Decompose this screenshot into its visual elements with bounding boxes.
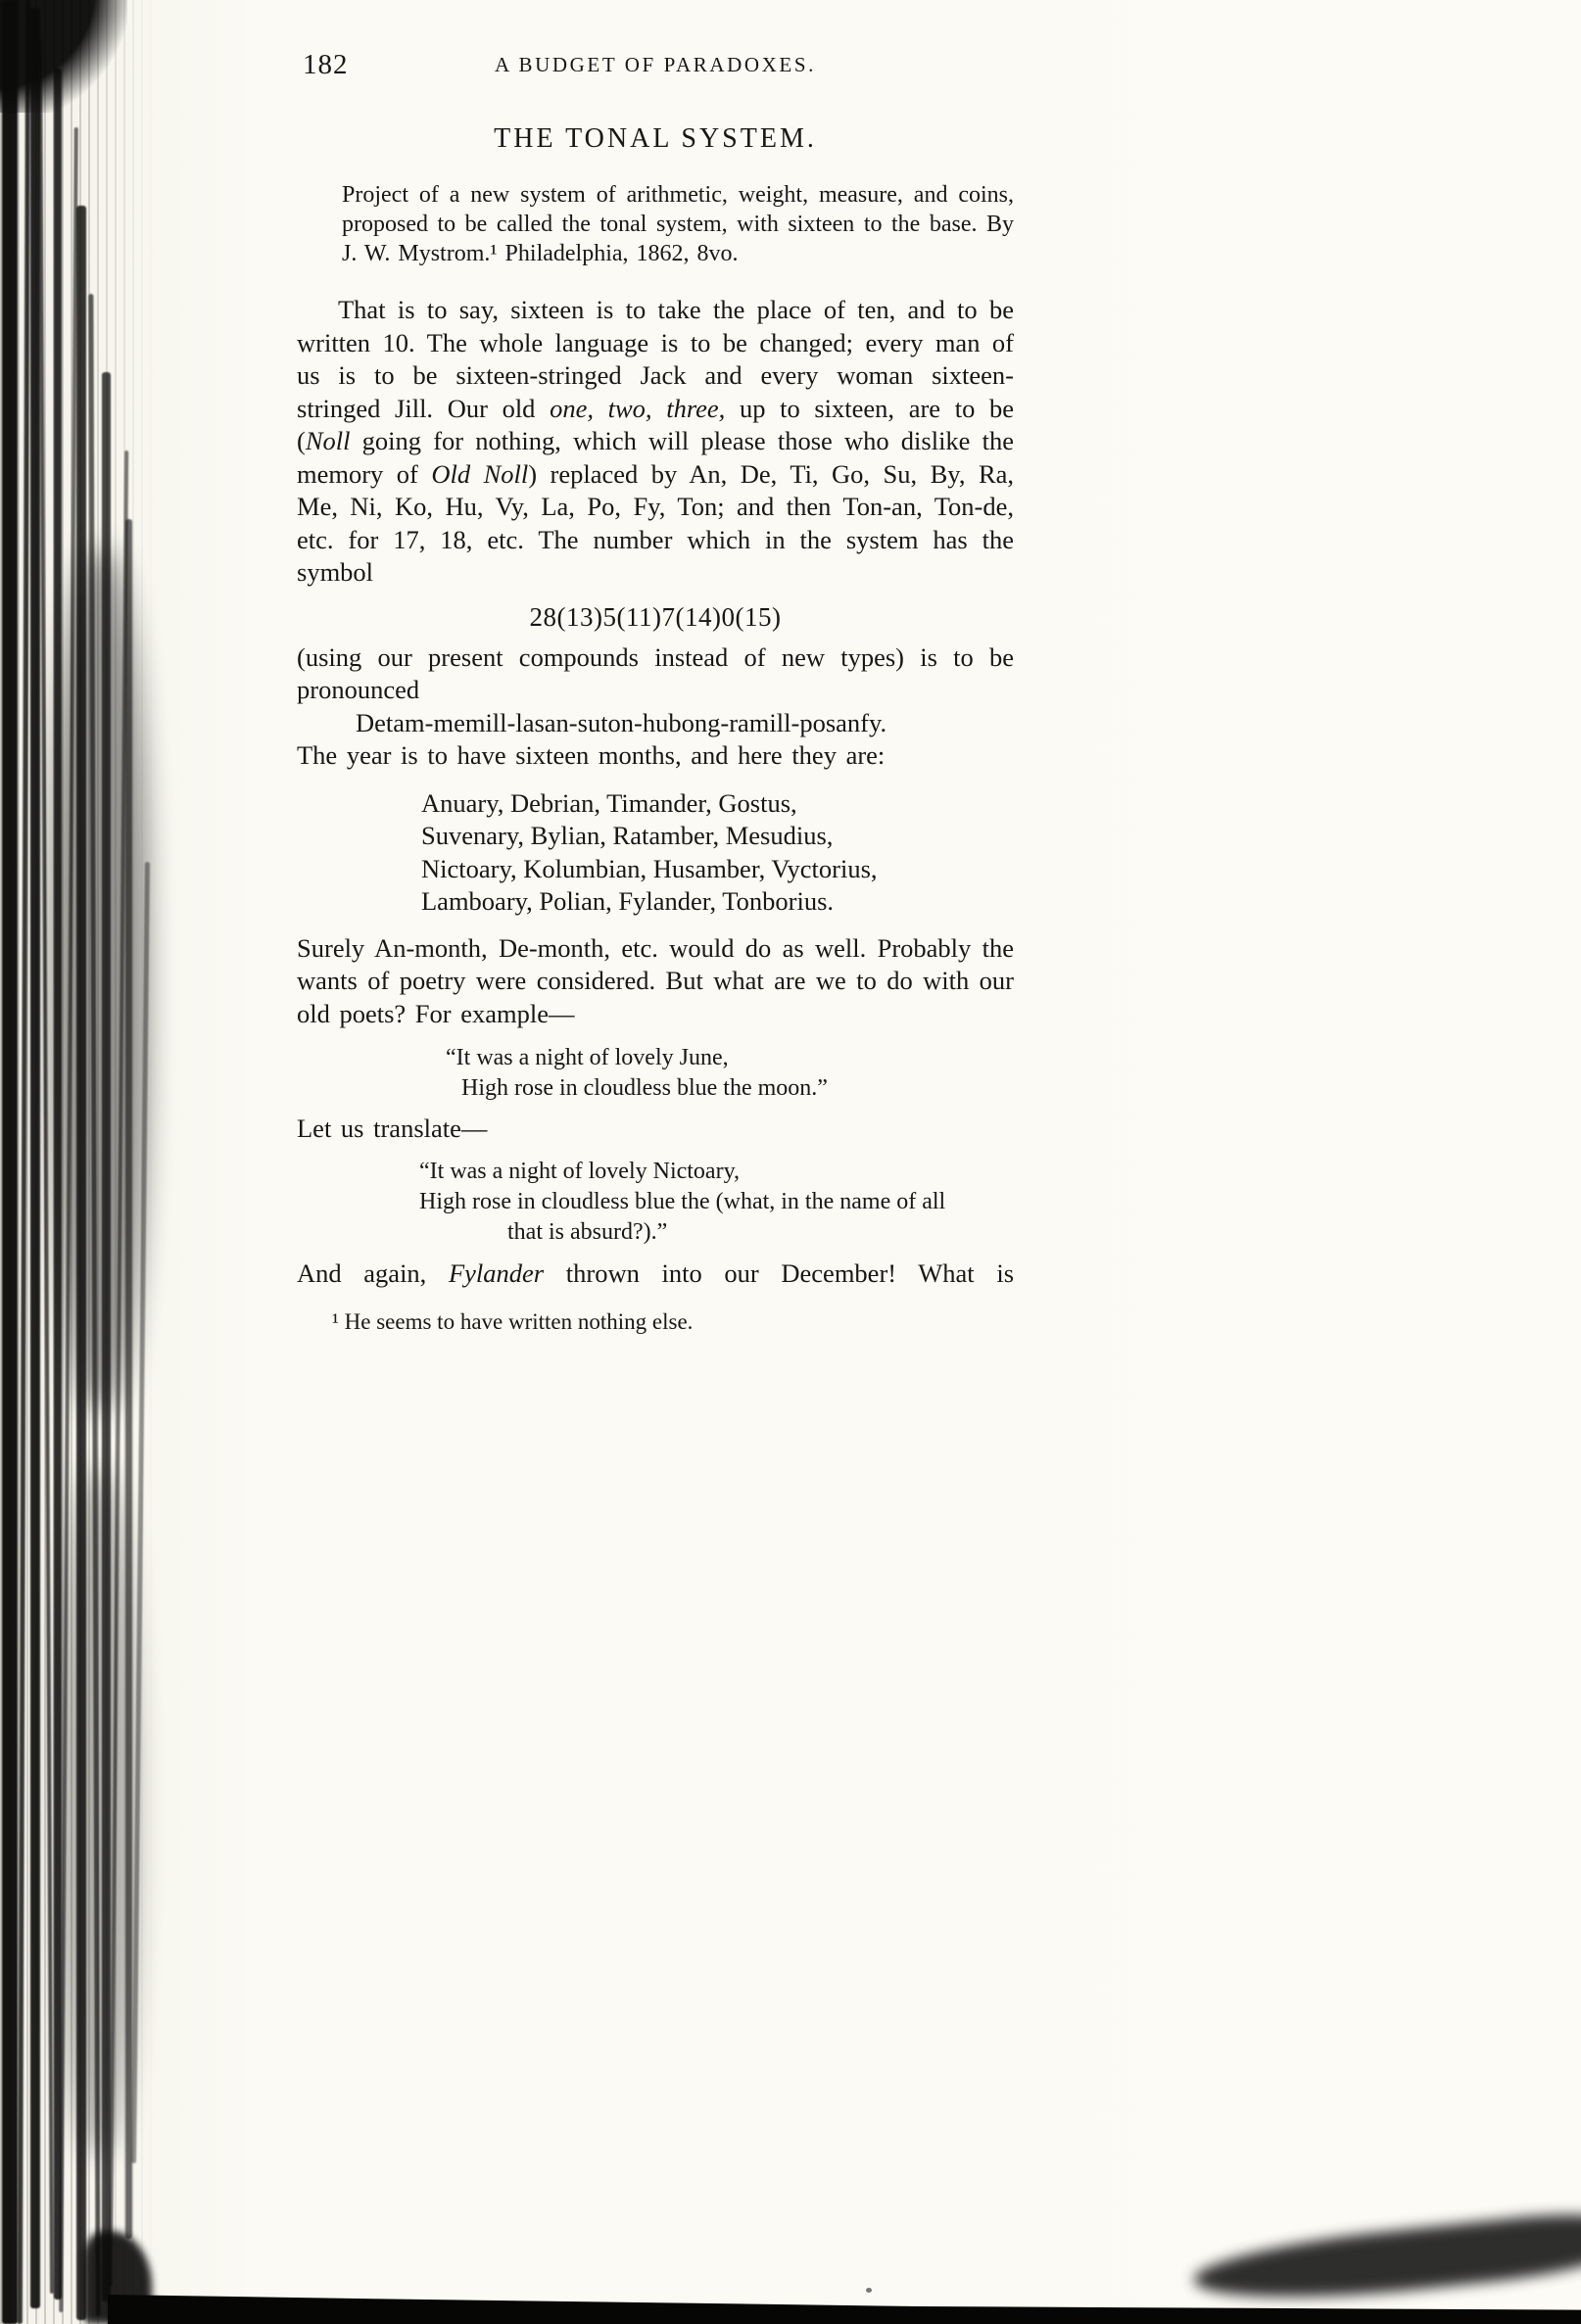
paragraph-translate: Let us translate—: [297, 1114, 488, 1143]
ink-blot: [51, 548, 149, 1410]
paragraph-surely: Surely An-month, De-month, etc. would do as well. Probably the wants of poetry were considered. But what are we to do with our old poets? For example—: [297, 932, 1014, 1028]
scan-gutter-artifact: [0, 0, 206, 2324]
verse-quote-nictoary: [419, 1157, 1014, 1248]
paragraph-intro: That is to say, sixteen is to take the place of ten, and to be written 10. The whole language is to be changed; every man of us is to be sixteen-stringed Jack and every woman sixteen-stringed Jill. Our old one, two, three, up to sixteen, are to be (Noll going for nothing, which will please those who dislike the memory of Old Noll) replaced by An, De, Ti, Go, Su, By, Ra, Me, Ni, Ko, Hu, Vy, La, Po, Fy, Ton; and then Ton-an, Ton-de, etc. for 17, 18, etc. The number which in the system has the symbol: [297, 295, 1015, 587]
scan-edge-bottom: [108, 2295, 1581, 2324]
ink-streak: [102, 372, 111, 2301]
verse-quote-june: [446, 1043, 1014, 1104]
paragraph-compounds: (using our present compounds instead of new types) is to be pronounced: [297, 641, 1014, 704]
quote-line: “It was a night of lovely Nictoary,: [419, 1158, 741, 1184]
scan-smudge-bottom-right: [1191, 2208, 1581, 2313]
quote-line: High rose in cloudless blue the moon.”: [461, 1075, 828, 1101]
quote-line: that is absurd?).”: [507, 1218, 668, 1245]
ink-streak: [18, 0, 30, 2324]
running-head: A BUDGET OF PARADOXES.: [495, 53, 816, 76]
ink-streak: [59, 127, 78, 2312]
pronunciation-line: Detam-memill-lasan-suton-hubong-ramill-posanfy.: [356, 707, 887, 737]
months-line: Suvenary, Bylian, Ratamber, Mesudius,: [421, 821, 834, 850]
scan-speck: [866, 2288, 872, 2293]
page-header: [297, 47, 1014, 82]
page-number: 182: [303, 49, 349, 80]
bibliographic-citation: Project of a new system of arithmetic, weight, measure, and coins, proposed to be called the tonal system, with sixteen to the base. By J. W. Mystrom.¹ Philadelphia, 1862, 8vo.: [342, 182, 1014, 266]
section-title: THE TONAL SYSTEM.: [494, 123, 817, 154]
ink-blot: [59, 1469, 137, 2155]
ink-streak: [30, 8, 40, 2308]
ink-streak: [38, 39, 54, 2294]
paragraph-year: The year is to have sixteen months, and here they are:: [297, 740, 886, 770]
number-formula: 28(13)5(11)7(14)0(15): [529, 601, 782, 632]
paragraph-again: And again, Fylander thrown into our December! What is: [297, 1257, 1015, 1288]
ink-streak: [54, 69, 62, 2300]
text-column: [297, 47, 1014, 1336]
quote-line: High rose in cloudless blue the (what, in the name of all: [419, 1188, 946, 1214]
ink-streak: [131, 862, 150, 2163]
ink-streak: [109, 451, 128, 2287]
ink-streak: [2, 0, 18, 2324]
months-line: Lamboary, Polian, Fylander, Tonborius.: [421, 886, 835, 916]
month-names-block: [421, 787, 1014, 919]
quote-line: “It was a night of lovely June,: [446, 1045, 729, 1070]
months-line: Anuary, Debrian, Timander, Gostus,: [421, 787, 797, 818]
scan-blot-top-left: [0, 0, 127, 113]
ink-streak: [125, 519, 132, 2239]
footnote: ¹ He seems to have written nothing else.: [332, 1309, 694, 1334]
months-line: Nictoary, Kolumbian, Husamber, Vyctorius,: [421, 853, 878, 883]
ink-streak: [88, 294, 100, 2316]
ink-streak: [76, 206, 86, 2320]
